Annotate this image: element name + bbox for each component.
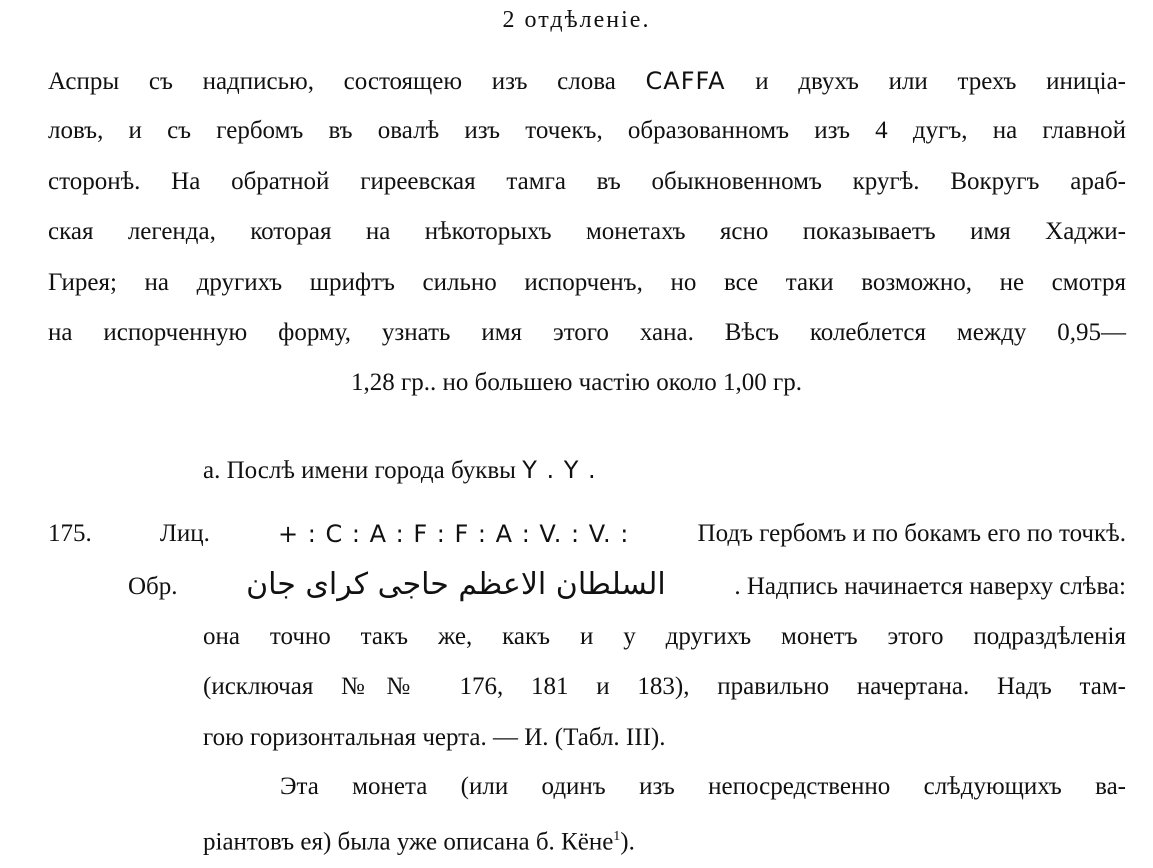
entry-line-2 — [128, 567, 1126, 602]
entry-line-4: (исключая №№ 176, 181 и 183), правильно начертана. Надъ там- — [203, 673, 1126, 700]
caffa-word: CAFFA — [645, 67, 726, 95]
entry-line-3: она точно такъ же, какъ и у другихъ монетъ этого подраздѣленія — [203, 623, 1126, 650]
section-heading: 2 отдѣленіе. — [502, 7, 651, 33]
reverse-description: . Надпись начинается наверху слѣва: — [734, 573, 1126, 600]
intro-line-1: Аспры съ надписью, состоящею изъ слова CAFFA и двухъ или трехъ иниціа- — [48, 67, 1127, 95]
entry-line-5: гою горизонтальная черта. — И. (Табл. III). — [203, 724, 666, 751]
obverse-legend: + : C : A : F : F : A : V. : V. : — [278, 520, 630, 548]
note-line-2: ріантовъ ея) была уже описана б. Кёне$^1$). — [203, 828, 635, 856]
subsection-heading: а. Послѣ имени города буквы Y . Y . — [203, 456, 597, 484]
reverse-label: Обр. — [128, 573, 178, 600]
obverse-label: Лиц. — [159, 520, 210, 547]
footnote-marker: 1 — [613, 829, 621, 844]
reverse-arabic-legend: السلطان الاعظم حاجى كراى جان — [246, 567, 666, 602]
intro-line-3: сторонѣ. На обратной гиреевская тамга въ обыкновенномъ кругѣ. Вокругъ араб- — [48, 168, 1126, 195]
intro-line-5: Гирея; на другихъ шрифтъ сильно испорченъ, но все таки возможно, не смотря — [48, 269, 1126, 296]
entry-number: 175. — [48, 520, 92, 547]
intro-line-4: ская легенда, которая на нѣкоторыхъ монетахъ ясно показываетъ имя Хаджи- — [48, 218, 1126, 245]
intro-line-7: 1,28 гр.. но большею частію около 1,00 гр. — [350, 369, 802, 396]
subsection-letters: Y . Y . — [522, 456, 597, 484]
intro-line-6: на испорченную форму, узнать имя этого хана. Вѣсъ колеблется между 0,95— — [48, 319, 1126, 346]
note-line-1: Эта монета (или одинъ изъ непосредственно слѣдующихъ ва- — [280, 773, 1126, 800]
entry-line-1 — [48, 519, 1126, 549]
obverse-description: Подъ гербомъ и по бокамъ его по точкѣ. — [697, 520, 1126, 547]
intro-line-2: ловъ, и съ гербомъ въ овалѣ изъ точекъ, образованномъ изъ 4 дугъ, на главной — [48, 117, 1126, 144]
